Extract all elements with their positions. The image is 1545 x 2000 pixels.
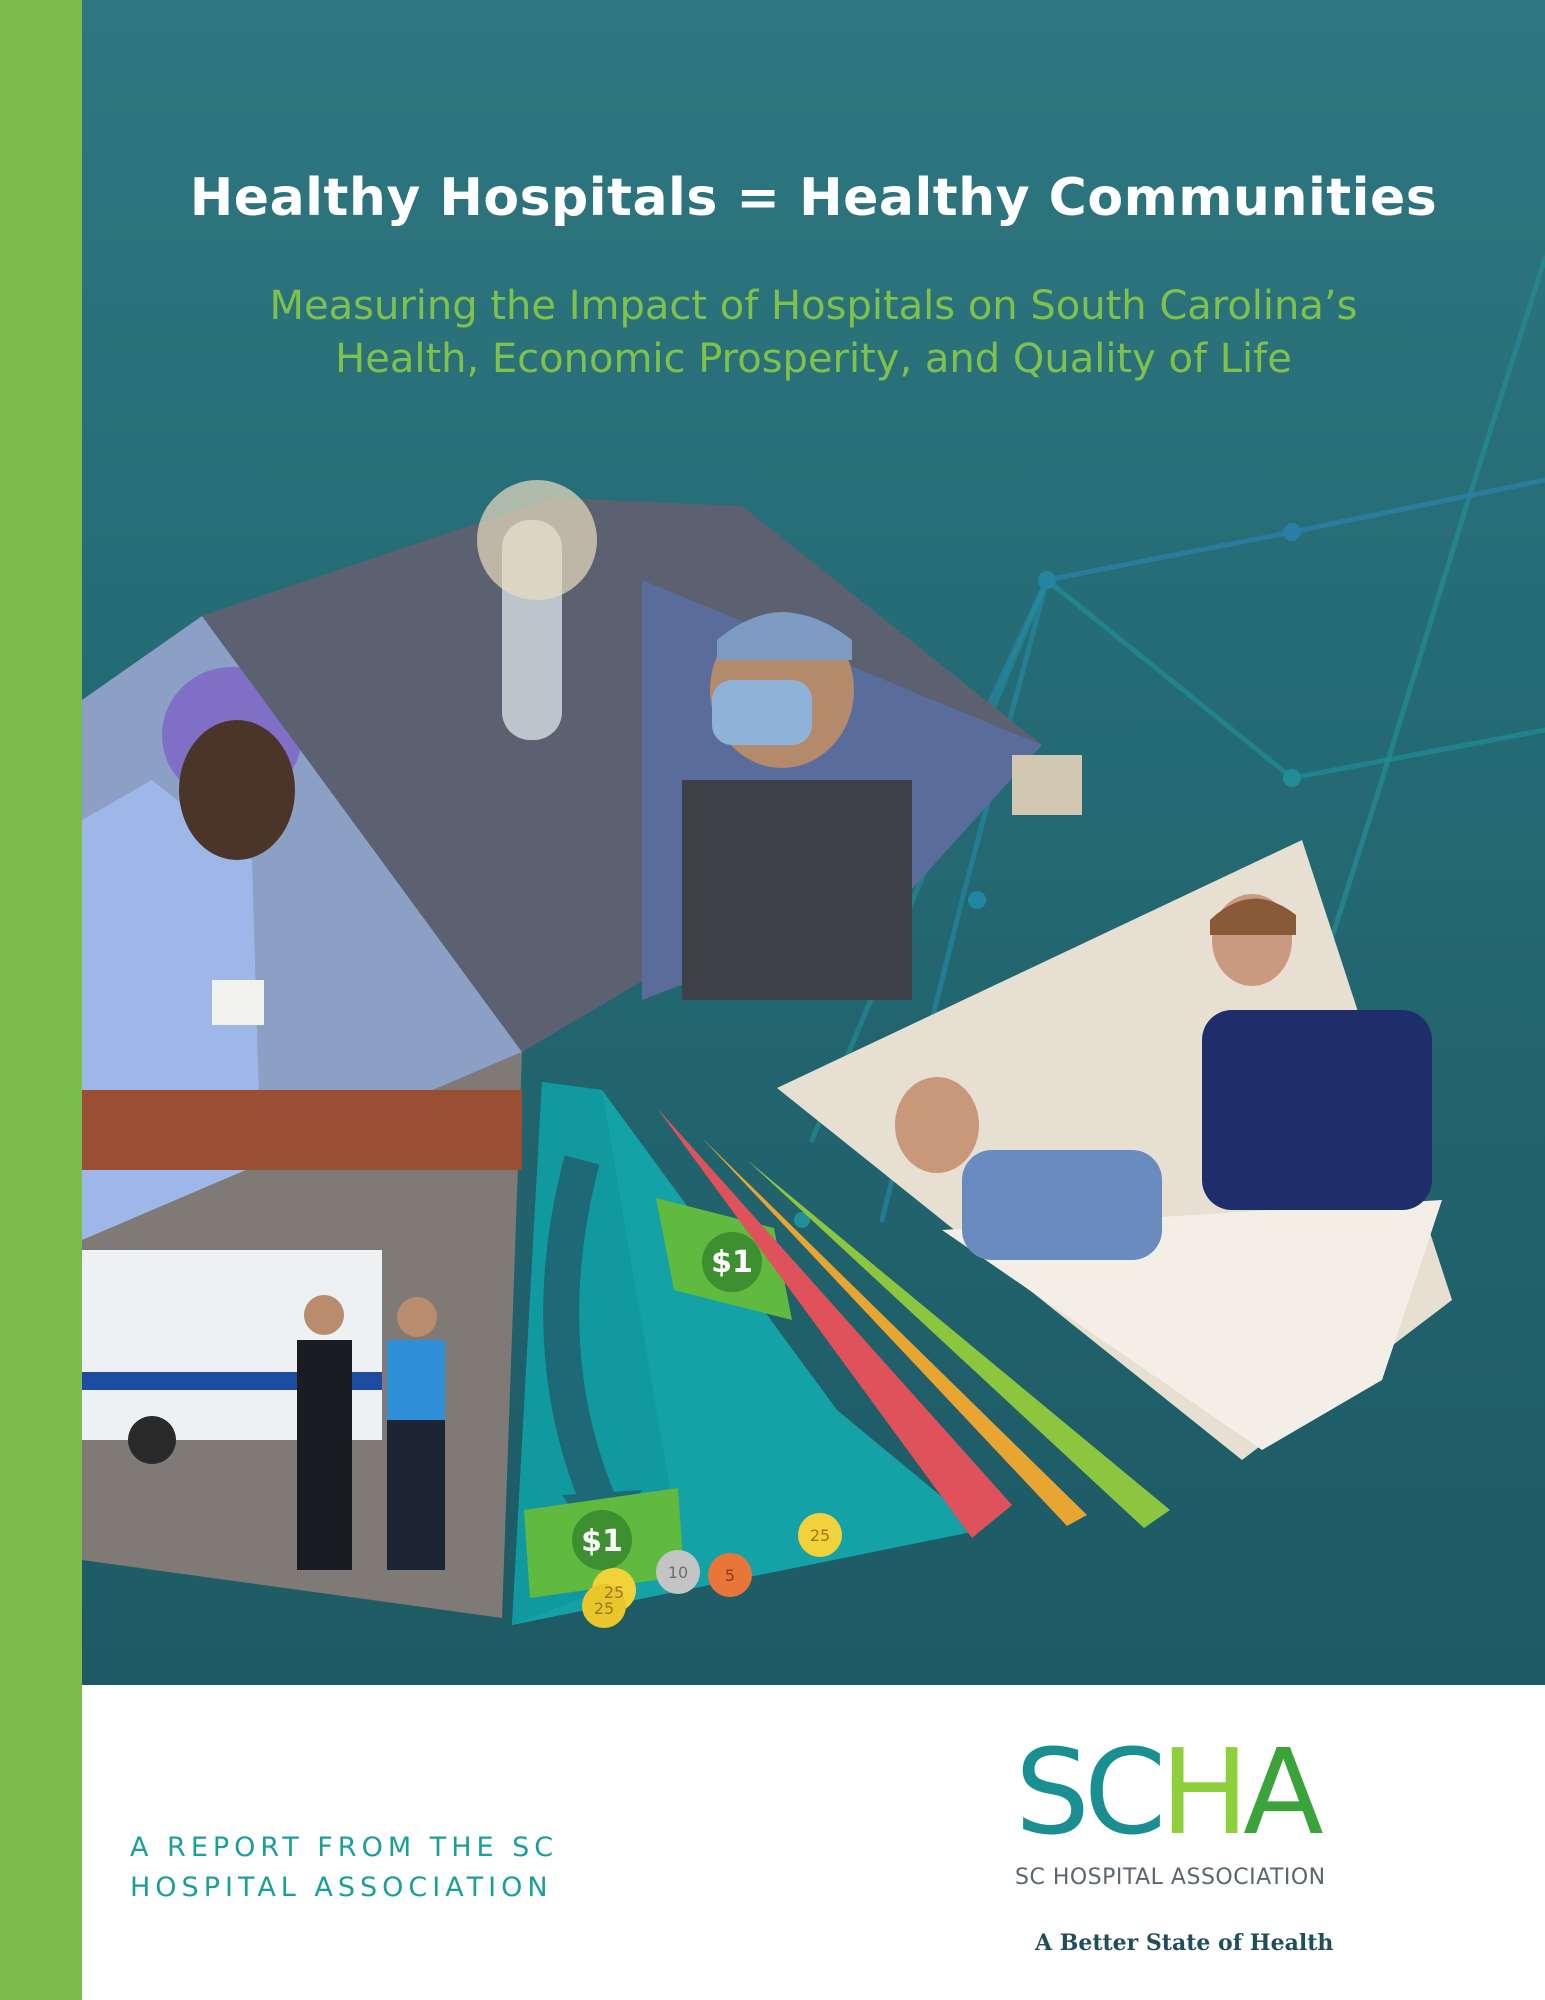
photo-ems-ambulance [82, 1052, 522, 1618]
scha-logo-mark [1015, 1723, 1435, 1861]
subtitle-line-2: Health, Economic Prosperity, and Quality of Life [335, 336, 1292, 382]
page-subtitle [82, 280, 1545, 386]
subtitle-line-1: Measuring the Impact of Hospitals on South Carolina’s [269, 283, 1358, 329]
logo-letters-sc: SC [1015, 1723, 1161, 1861]
cover-illustration [82, 0, 1545, 1685]
coin-label: 25 [809, 1526, 831, 1545]
report-tagline [130, 1828, 558, 1908]
tagline-line-1: A REPORT FROM THE SC [130, 1832, 559, 1863]
logo-tagline: A Better State of Health [1035, 1930, 1334, 1956]
scha-logo [1015, 1723, 1435, 1973]
coin-label: 5 [724, 1566, 736, 1585]
left-accent-bar [0, 0, 82, 2000]
cover-hero [82, 0, 1545, 1685]
bill-label-top: $1 [711, 1245, 753, 1280]
logo-letter-a: A [1243, 1723, 1318, 1861]
page-title: Healthy Hospitals = Healthy Communities [189, 168, 1438, 228]
logo-organization-name: SC HOSPITAL ASSOCIATION [1015, 1865, 1326, 1890]
tagline-line-2: HOSPITAL ASSOCIATION [130, 1872, 553, 1903]
bill-label-bottom: $1 [581, 1524, 623, 1559]
logo-letter-h: H [1160, 1723, 1244, 1861]
coin-label: 10 [667, 1563, 689, 1582]
coin-label: 25 [603, 1583, 625, 1602]
coin-label: 25 [593, 1599, 615, 1618]
